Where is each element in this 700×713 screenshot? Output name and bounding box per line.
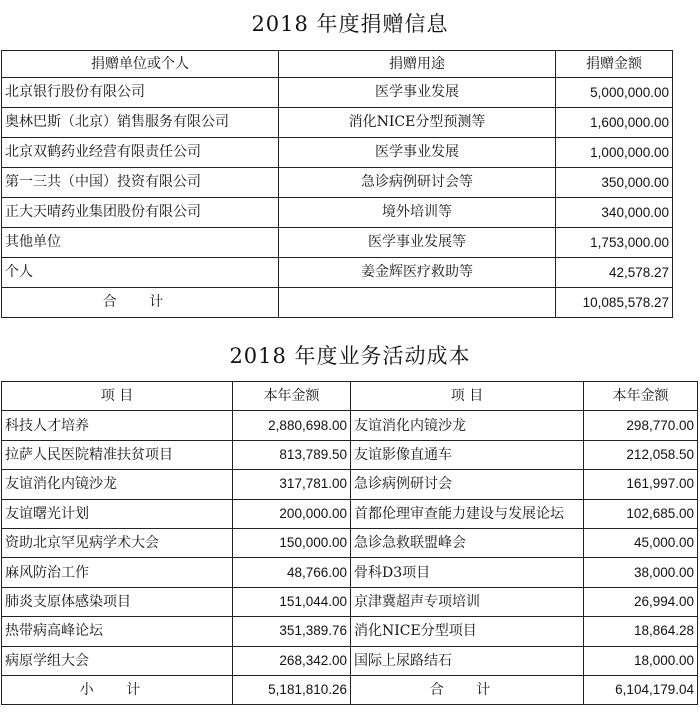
table-cell: 第一三共（中国）投资有限公司 — [2, 168, 279, 198]
subtotal-label: 小 计 — [2, 675, 233, 704]
donation-table — [1, 50, 673, 318]
table-row — [2, 168, 673, 198]
table-cell: 38,000.00 — [584, 558, 698, 587]
table-cell: 1,000,000.00 — [556, 138, 673, 168]
table-cell: 48,766.00 — [233, 558, 351, 587]
table-cell: 18,000.00 — [584, 646, 698, 675]
table-cell: 其他单位 — [2, 228, 279, 258]
table-cell: 317,781.00 — [233, 470, 351, 499]
empty-cell — [279, 288, 556, 318]
table-cell: 姜金辉医疗救助等 — [279, 258, 556, 288]
table-cell: 骨科D3项目 — [351, 558, 584, 587]
table-cell: 消化NICE分型项目 — [351, 617, 584, 646]
table-cell: 首都伦理审查能力建设与发展论坛 — [351, 499, 584, 528]
table-cell: 268,342.00 — [233, 646, 351, 675]
table-cell: 北京双鹤药业经营有限责任公司 — [2, 138, 279, 168]
table-cell: 正大天晴药业集团股份有限公司 — [2, 198, 279, 228]
table-cell: 友谊曙光计划 — [2, 499, 233, 528]
total-value: 10,085,578.27 — [556, 288, 673, 318]
table-cell: 161,997.00 — [584, 470, 698, 499]
table-cell: 病原学组大会 — [2, 646, 233, 675]
column-header: 本年金额 — [584, 382, 698, 411]
table-cell: 拉萨人民医院精准扶贫项目 — [2, 440, 233, 469]
table-cell: 212,058.50 — [584, 440, 698, 469]
table-header-row — [2, 382, 698, 411]
table-cell: 急诊急救联盟峰会 — [351, 528, 584, 557]
table-cell: 科技人才培养 — [2, 411, 233, 440]
total-row — [2, 675, 698, 704]
table-row — [2, 587, 698, 616]
table-row — [2, 558, 698, 587]
column-header: 项 目 — [2, 382, 233, 411]
table-row — [2, 258, 673, 288]
table-cell: 42,578.27 — [556, 258, 673, 288]
table-header-row — [2, 51, 673, 78]
table-cell: 298,770.00 — [584, 411, 698, 440]
table-row — [2, 78, 673, 108]
table-cell: 151,044.00 — [233, 587, 351, 616]
table-cell: 150,000.00 — [233, 528, 351, 557]
table-row — [2, 440, 698, 469]
table-cell: 45,000.00 — [584, 528, 698, 557]
table-cell: 医学事业发展等 — [279, 228, 556, 258]
column-header: 项 目 — [351, 382, 584, 411]
table-cell: 26,994.00 — [584, 587, 698, 616]
total-value: 6,104,179.04 — [584, 675, 698, 704]
total-row — [2, 288, 673, 318]
table-cell: 1,600,000.00 — [556, 108, 673, 138]
table-row — [2, 617, 698, 646]
table-cell: 350,000.00 — [556, 168, 673, 198]
column-header: 捐赠金额 — [556, 51, 673, 78]
table-cell: 奥林巴斯（北京）销售服务有限公司 — [2, 108, 279, 138]
table-cell: 国际上尿路结石 — [351, 646, 584, 675]
table-row — [2, 411, 698, 440]
table-cell: 境外培训等 — [279, 198, 556, 228]
table-cell: 友谊影像直通车 — [351, 440, 584, 469]
table-cell: 18,864.28 — [584, 617, 698, 646]
table-row — [2, 470, 698, 499]
donation-title: 2018 年度捐赠信息 — [251, 12, 449, 36]
table-row — [2, 646, 698, 675]
table-cell: 热带病高峰论坛 — [2, 617, 233, 646]
cost-table — [1, 381, 698, 705]
total-label: 合 计 — [2, 288, 279, 318]
table-cell: 肺炎支原体感染项目 — [2, 587, 233, 616]
table-cell: 消化NICE分型预测等 — [279, 108, 556, 138]
table-cell: 北京银行股份有限公司 — [2, 78, 279, 108]
table-cell: 5,000,000.00 — [556, 78, 673, 108]
table-cell: 102,685.00 — [584, 499, 698, 528]
total-label: 合 计 — [351, 675, 584, 704]
table-cell: 医学事业发展 — [279, 78, 556, 108]
table-cell: 340,000.00 — [556, 198, 673, 228]
table-row — [2, 198, 673, 228]
column-header: 捐赠用途 — [279, 51, 556, 78]
table-cell: 200,000.00 — [233, 499, 351, 528]
table-cell: 1,753,000.00 — [556, 228, 673, 258]
table-cell: 急诊病例研讨会 — [351, 470, 584, 499]
table-cell: 京津冀超声专项培训 — [351, 587, 584, 616]
table-row — [2, 499, 698, 528]
table-row — [2, 528, 698, 557]
table-cell: 813,789.50 — [233, 440, 351, 469]
table-cell: 2,880,698.00 — [233, 411, 351, 440]
subtotal-value: 5,181,810.26 — [233, 675, 351, 704]
table-row — [2, 228, 673, 258]
table-row — [2, 108, 673, 138]
table-row — [2, 138, 673, 168]
table-cell: 友谊消化内镜沙龙 — [351, 411, 584, 440]
table-cell: 医学事业发展 — [279, 138, 556, 168]
table-cell: 个人 — [2, 258, 279, 288]
table-cell: 资助北京罕见病学术大会 — [2, 528, 233, 557]
table-cell: 急诊病例研讨会等 — [279, 168, 556, 198]
table-cell: 麻风防治工作 — [2, 558, 233, 587]
column-header: 本年金额 — [233, 382, 351, 411]
table-cell: 351,389.76 — [233, 617, 351, 646]
cost-title: 2018 年度业务活动成本 — [229, 344, 471, 368]
table-cell: 友谊消化内镜沙龙 — [2, 470, 233, 499]
column-header: 捐赠单位或个人 — [2, 51, 279, 78]
